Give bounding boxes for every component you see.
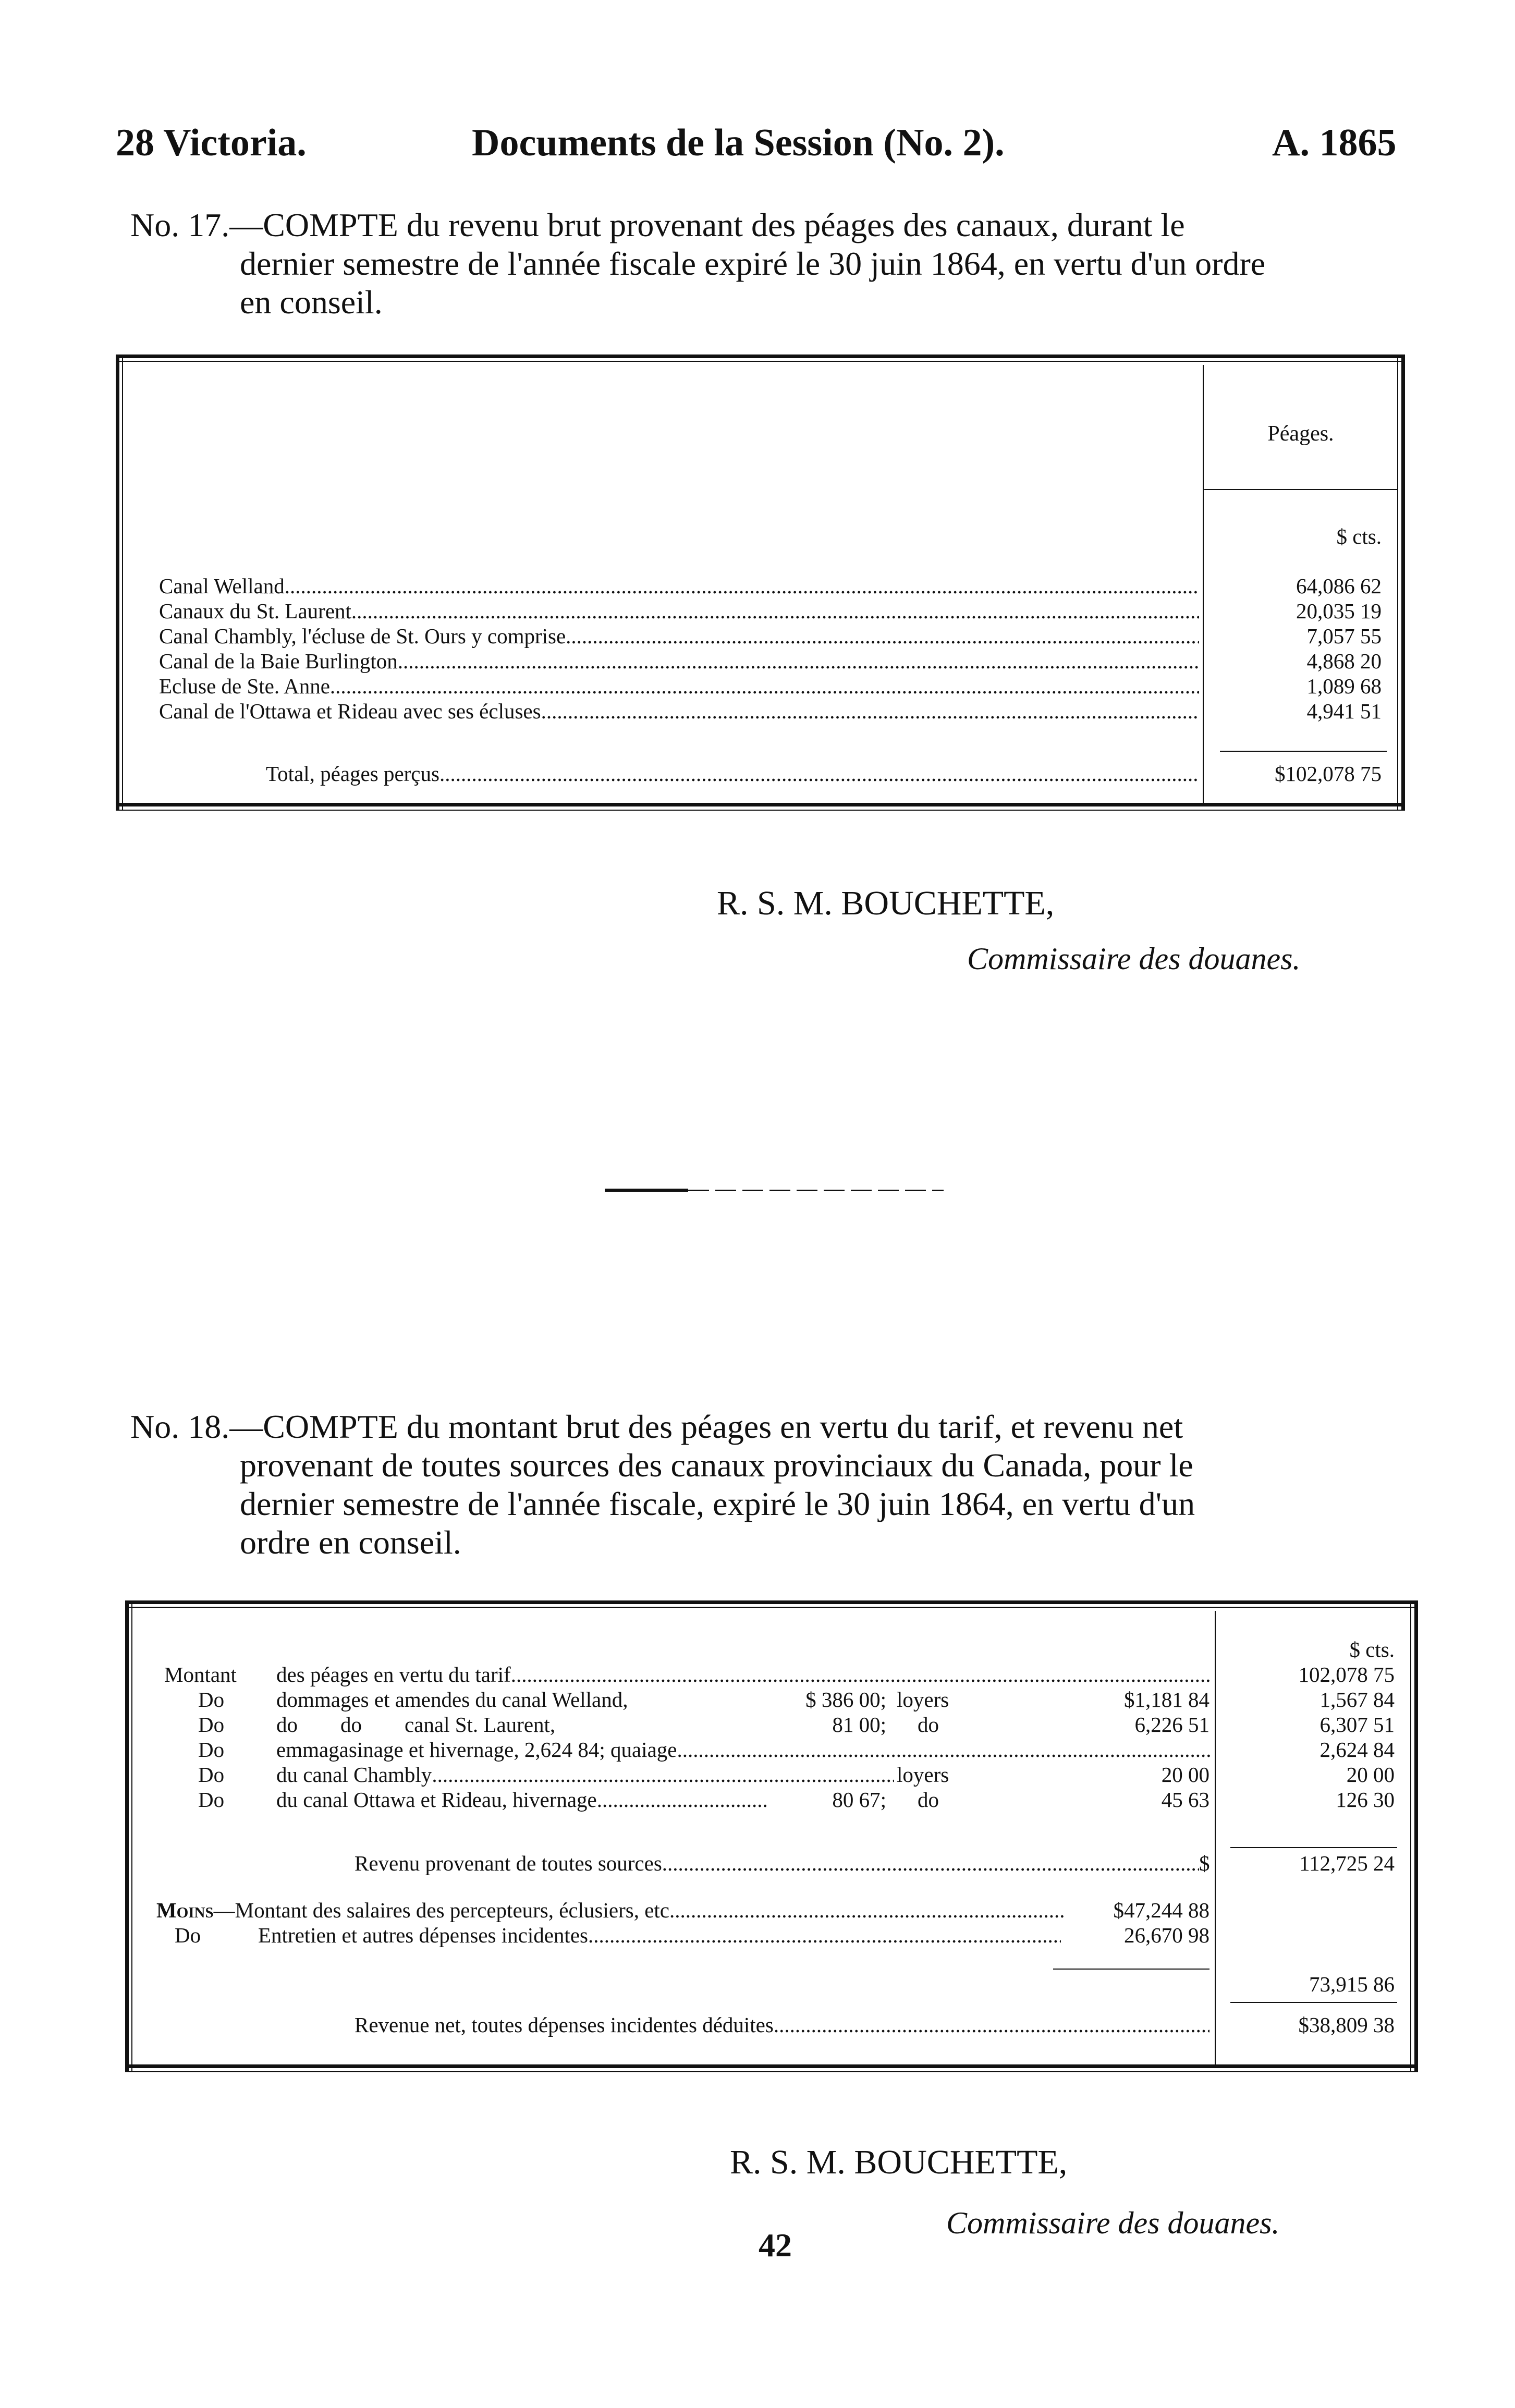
revenue-label: Revenu provenant de toutes sources <box>355 1851 662 1875</box>
less-do: Do <box>175 1923 201 1947</box>
header-year: A. 1865 <box>1272 121 1397 164</box>
row-label: Ecluse de Ste. Anne <box>159 674 330 698</box>
row-c3: 81 00; <box>832 1713 886 1737</box>
row-c4: loyers <box>897 1763 949 1787</box>
less-row <box>156 1898 1064 1923</box>
table-bottom-rule-thin <box>125 2071 1418 2072</box>
row-c2: emmagasinage et hivernage, 2,624 84; quaiage <box>276 1738 677 1762</box>
less-label: —Montant des salaires des percepteurs, éclusiers, etc <box>213 1898 669 1922</box>
row-c5: 45 63 <box>1161 1788 1209 1812</box>
account17-signature-name: R. S. M. BOUCHETTE, <box>717 884 1055 922</box>
row-c2: des péages en vertu du tarif <box>276 1663 511 1686</box>
row-label: Canal de la Baie Burlington <box>159 649 398 673</box>
row-value: 4,941 51 <box>1306 699 1382 723</box>
less-amount: $47,244 88 <box>1113 1898 1209 1922</box>
table-left-border <box>125 1600 129 2072</box>
row-c2: du canal Chambly <box>276 1763 432 1787</box>
row-value: 4,868 20 <box>1306 649 1382 673</box>
account17-signature-title: Commissaire des douanes. <box>967 942 1301 976</box>
row-c5: 6,226 51 <box>1134 1713 1209 1737</box>
net-label: Revenue net, toutes dépenses incidentes déduites <box>355 2013 774 2037</box>
row-c3: 80 67; <box>832 1788 886 1812</box>
row-c4: do <box>918 1713 939 1737</box>
account17-col-header: Péages. <box>1267 422 1334 446</box>
row-c5: 20 00 <box>1161 1763 1209 1787</box>
row-label: Canal Welland <box>159 574 285 598</box>
account17-title-line2: dernier semestre de l'année fiscale expiré le 30 juin 1864, en vertu d'un ordre <box>240 245 1266 282</box>
table-row <box>164 1762 894 1787</box>
row-c1: Do <box>198 1738 225 1762</box>
row-value: 126 30 <box>1336 1788 1395 1812</box>
row-value: 1,567 84 <box>1319 1688 1395 1712</box>
less-amount: 26,670 98 <box>1124 1923 1209 1947</box>
revenue-row <box>355 1851 1199 1876</box>
net-sum-rule <box>1230 2002 1397 2003</box>
account17-title-line3: en conseil. <box>240 284 383 321</box>
header-session-year: 28 Victoria. <box>116 121 307 164</box>
table-right-border-thin <box>1410 1600 1411 2072</box>
row-c1: Do <box>198 1713 225 1737</box>
row-value: 20,035 19 <box>1296 599 1382 623</box>
row-label: Canal Chambly, l'écluse de St. Ours y comprise <box>159 624 566 648</box>
row-value: 7,057 55 <box>1306 624 1382 648</box>
table-row <box>164 1712 1212 1737</box>
account17-title-line1: No. 17.—COMPTE du revenu brut provenant des péages des canaux, durant le <box>130 206 1185 243</box>
less-label: Entretien et autres dépenses incidentes <box>258 1923 588 1947</box>
table-bottom-rule <box>125 2064 1418 2068</box>
account18-title-line2: provenant de toutes sources des canaux provinciaux du Canada, pour le <box>240 1447 1193 1484</box>
less-prefix: Moins <box>156 1898 214 1922</box>
row-c1: Montant <box>164 1663 237 1686</box>
row-label: Canaux du St. Laurent <box>159 599 351 623</box>
row-value: 2,624 84 <box>1319 1738 1395 1762</box>
table-right-border <box>1414 1600 1418 2072</box>
account18-title-line1: No. 18.—COMPTE du montant brut des péages en vertu du tarif, et revenu net <box>130 1408 1183 1445</box>
account18-units: $ cts. <box>1349 1637 1395 1661</box>
table-row <box>164 1662 1212 1687</box>
row-c4: do <box>918 1788 939 1812</box>
account18-title-line3: dernier semestre de l'année fiscale, expiré le 30 juin 1864, en vertu d'un <box>240 1485 1195 1522</box>
net-value: $38,809 38 <box>1298 2013 1395 2037</box>
row-c3: $ 386 00; <box>805 1688 886 1712</box>
header-document-title: Documents de la Session (No. 2). <box>472 121 1005 164</box>
less-row <box>175 1923 1061 1948</box>
row-c5: $1,181 84 <box>1124 1688 1209 1712</box>
row-value: 64,086 62 <box>1296 574 1382 598</box>
revenue-dollar: $ <box>1199 1851 1210 1875</box>
table-top-rule <box>125 1600 1418 1604</box>
row-value: 20 00 <box>1346 1763 1395 1787</box>
table-sum-rule <box>1230 1847 1397 1848</box>
row-value: 1,089 68 <box>1306 674 1382 698</box>
page-number: 42 <box>759 2227 792 2264</box>
row-c1: Do <box>198 1688 225 1712</box>
table-row <box>164 1737 1212 1762</box>
less-total: 73,915 86 <box>1309 1972 1395 1996</box>
account18-signature-title: Commissaire des douanes. <box>946 2206 1280 2240</box>
less-sum-rule <box>1053 1969 1209 1970</box>
row-c2: do do canal St. Laurent, <box>276 1713 556 1737</box>
table-top-rule-thin <box>125 1607 1418 1608</box>
table-left-border-thin <box>131 1600 132 2072</box>
row-c1: Do <box>198 1788 225 1812</box>
table-row <box>164 1687 1212 1712</box>
table-row <box>164 1787 769 1812</box>
total-label: Total, péages perçus <box>266 762 439 786</box>
row-label: Canal de l'Ottawa et Rideau avec ses écluses <box>159 699 541 723</box>
account17-units: $ cts. <box>1336 524 1382 548</box>
table-column-divider <box>1215 1611 1216 2064</box>
row-value: 6,307 51 <box>1319 1713 1395 1737</box>
total-value: $102,078 75 <box>1275 762 1382 786</box>
row-c2: du canal Ottawa et Rideau, hivernage <box>276 1788 597 1812</box>
revenue-value: 112,725 24 <box>1299 1851 1395 1875</box>
row-c4: loyers <box>897 1688 949 1712</box>
account18-title-line4: ordre en conseil. <box>240 1524 461 1561</box>
row-value: 102,078 75 <box>1298 1663 1395 1686</box>
net-row <box>355 2012 1209 2037</box>
account18-signature-name: R. S. M. BOUCHETTE, <box>730 2143 1068 2181</box>
row-c2: dommages et amendes du canal Welland, <box>276 1688 628 1712</box>
row-c1: Do <box>198 1763 225 1787</box>
